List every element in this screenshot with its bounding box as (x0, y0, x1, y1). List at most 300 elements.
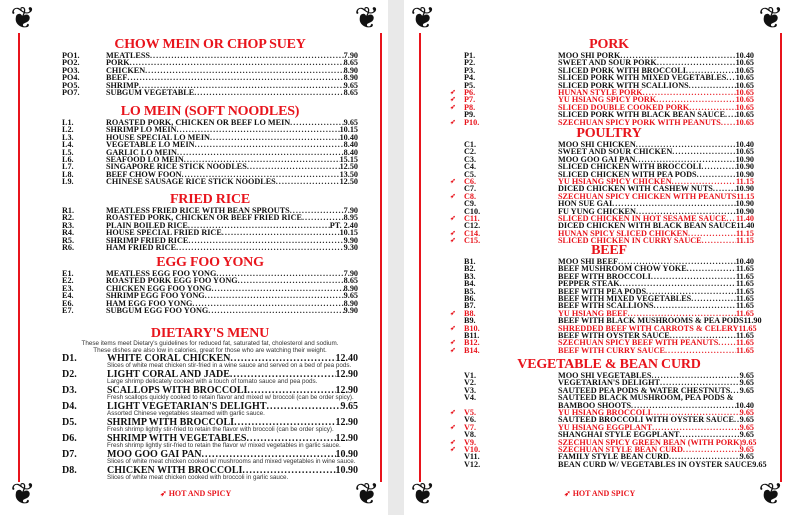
item-code: PO7. (62, 87, 80, 97)
item-code: PO3. (62, 65, 80, 75)
chinese-name (496, 67, 558, 74)
item-name: DICED CHICKEN WITH CASHEW NUTS (558, 184, 713, 194)
dot-leader (177, 149, 344, 156)
item-price: 10.90 (735, 169, 754, 179)
item-code: B12. (464, 338, 480, 348)
dot-leader (672, 148, 735, 155)
hot-pepper-icon: ➶ (450, 117, 456, 126)
dot-leader (150, 52, 344, 59)
menu-section (62, 105, 358, 186)
item-name: SHRIMP FRIED RICE (106, 235, 189, 245)
item-price: 11.65 (736, 345, 754, 355)
item-code: D5. (62, 417, 77, 428)
dot-leader (276, 178, 340, 185)
item-name: BAMBOO SHOOTS (558, 400, 632, 410)
item-name: ROASTED PORK, CHICKEN OR BEEF LO MEIN (106, 118, 291, 127)
item-price: 10.90 (735, 206, 754, 216)
hot-pepper-icon: ➶ (450, 191, 456, 200)
item-name: CHINESE SAUSAGE RICE STICK NOODLES (106, 177, 276, 187)
menu-item (62, 307, 358, 314)
menu-item (450, 345, 754, 355)
item-name: HAM FRIED RICE (106, 242, 177, 252)
item-price: 10.90 (735, 199, 754, 209)
item-price: 9.90 (343, 235, 358, 245)
menu-section (450, 37, 754, 127)
item-name: SZECHUAN SPICY CHICKEN WITH PEANUTS (558, 191, 737, 201)
item-name: SWEET AND SOUR PORK (558, 58, 657, 68)
item-code: P5. (464, 80, 476, 90)
item-name: SHRIMP EGG FOO YONG (106, 291, 205, 301)
menu-item (62, 178, 358, 185)
item-code: C3. (464, 154, 477, 164)
item-price: 11.65 (736, 301, 754, 311)
item-name: MOO SHI PORK (558, 51, 621, 60)
item-name: CHICKEN EGG FOO YONG (106, 283, 212, 293)
section-title: EGG FOO YONG (156, 255, 264, 270)
section-title: CHOW MEIN OR CHOP SUEY (114, 37, 306, 52)
item-description: Slices of white meat chicken stir-fried in a wine sauce and served on a bed of pea pods. (107, 362, 352, 369)
menu-section (62, 256, 358, 314)
dot-leader (651, 273, 736, 280)
hot-spicy-legend: ➶ HOT AND SPICY (160, 489, 232, 498)
item-price: 11.15 (736, 228, 754, 238)
item-price: 10.40 (339, 132, 358, 142)
item-name: HUNAN SPICY SLICED CHICKEN (558, 228, 689, 238)
item-code: V12. (464, 459, 481, 469)
menu-page-right (404, 0, 792, 515)
item-price: 10.40 (735, 140, 754, 149)
hot-pepper-icon: ➶ (450, 308, 456, 317)
item-code: R4. (62, 228, 75, 238)
chinese-name (496, 310, 558, 317)
item-code: V8. (464, 430, 477, 440)
item-code: E1. (62, 269, 74, 278)
item-description: Fresh shrimp lightly stir-fried to retain the flavor w/ mixed vegetables in garlic sauce. (107, 442, 341, 449)
item-code: B1. (464, 257, 476, 266)
ornament-corner-icon: ❦ (758, 2, 784, 35)
item-code: C8. (464, 191, 477, 201)
item-name: GARLIC LO MEIN (106, 147, 177, 157)
chinese-name (496, 394, 558, 401)
item-name: HUNAN STYLE PORK (558, 87, 643, 97)
item-name: BEEF WITH CURRY SAUCE (558, 345, 665, 355)
chinese-name (496, 339, 558, 346)
item-name: PEPPER STEAK (558, 279, 620, 289)
item-code: V2. (464, 378, 477, 388)
item-code: C6. (464, 176, 477, 186)
item-price: 8.95 (343, 213, 358, 223)
item-price: 10.65 (735, 147, 754, 157)
item-name: SHRIMP WITH BROCCOLI (107, 417, 235, 428)
item-name: SLICED PORK WITH SCALLIONS (558, 80, 689, 90)
chinese-name (496, 347, 558, 354)
item-price: 12.50 (339, 177, 358, 187)
item-code: C2. (464, 147, 477, 157)
menu-section (62, 193, 358, 251)
chinese-name (496, 215, 558, 222)
item-price: 11.65 (738, 323, 757, 333)
item-price: 10.65 (735, 80, 754, 90)
item-name: BEAN CURD W/ VEGETABLES IN OYSTER SAUCE (558, 459, 753, 469)
chinese-name (496, 52, 558, 59)
item-name: SLICED CHICKEN IN HOT SESAME SAUCE (558, 213, 727, 223)
item-name: SAUTEED BROCCOLI WITH OYSTER SAUCE (558, 415, 734, 425)
chinese-name (496, 387, 558, 394)
item-price: 10.65 (735, 73, 754, 83)
dietary-menu-section (62, 327, 358, 482)
item-code: PO1. (62, 51, 80, 60)
item-price: 7.90 (343, 51, 358, 60)
item-name: SCALLOPS WITH BROCCOLI (107, 385, 248, 396)
item-code: L6. (62, 154, 74, 164)
item-code: V10. (464, 444, 481, 454)
item-code: V4. (464, 393, 477, 403)
dot-leader (726, 74, 735, 81)
red-border-line (18, 33, 20, 482)
item-price: 7.90 (343, 269, 358, 278)
item-price: 10.65 (735, 95, 754, 105)
chinese-name (496, 273, 558, 280)
item-code: D4. (62, 401, 77, 412)
item-price: 13.50 (339, 169, 358, 179)
dot-leader (721, 119, 736, 126)
dot-leader (290, 119, 344, 126)
item-price: 9.65 (742, 437, 757, 447)
item-name: BEEF WITH BLACK MUSHROOMS & PEA PODS (558, 316, 744, 326)
chinese-name (496, 258, 558, 265)
hot-pepper-icon: ➶ (450, 422, 456, 431)
chinese-name (496, 439, 558, 446)
hot-pepper-icon: ➶ (450, 444, 456, 453)
item-price: 11.65 (736, 330, 754, 340)
item-price: 9.65 (739, 407, 754, 417)
item-price: 11.15 (736, 236, 754, 246)
item-name: MOO SHI CHICKEN (558, 140, 636, 149)
item-name: SZECHUAN STYLE BEAN CURD (558, 444, 683, 454)
hot-pepper-icon: ➶ (450, 323, 456, 332)
item-price: 10.90 (335, 449, 358, 460)
item-price: 10.40 (735, 257, 754, 266)
chinese-name (496, 416, 558, 423)
item-name: BEEF WITH BROCCOLI (558, 271, 651, 281)
chinese-name (496, 431, 558, 438)
item-price: 9.65 (739, 430, 754, 440)
item-description: Fresh shrimp lightly stir-fried to retain the flavor with broccoli (can be order spicy). (107, 426, 334, 433)
item-name: LIGHT CORAL AND JADE (107, 369, 230, 380)
chinese-name (496, 171, 558, 178)
dot-leader (247, 163, 340, 170)
chinese-name (496, 402, 558, 409)
item-name: BEEF MUSHROOM CHOW YOKE (558, 264, 687, 274)
item-price: 11.40 (736, 213, 754, 223)
item-name: SLICED DOUBLE COOKED PORK (558, 102, 690, 112)
item-code: R5. (62, 235, 75, 245)
ornament-corner-icon: ❦ (354, 478, 380, 511)
hot-pepper-icon: ➶ (450, 87, 456, 96)
item-name: SHREDDED BEEF WITH CARROTS & CELERY (558, 323, 739, 333)
item-code: PO5. (62, 80, 80, 90)
item-price: 11.65 (736, 338, 754, 348)
item-price: 12.90 (335, 369, 358, 380)
item-code: E4. (62, 291, 74, 301)
item-name: HOUSE SPECIAL LO MEIN (106, 132, 210, 142)
item-name: PLAIN BOILED RICE (106, 220, 188, 230)
item-name: SHRIMP (106, 80, 139, 90)
item-code: B10. (464, 323, 480, 333)
dot-leader (188, 237, 343, 244)
item-name: BEEF WITH PEA PODS (558, 286, 647, 296)
hot-pepper-icon: ➶ (450, 345, 456, 354)
dot-leader (145, 67, 344, 74)
item-name: CHICKEN WITH BROCCOLI (107, 465, 243, 476)
item-price: 10.90 (735, 162, 754, 172)
item-price: 8.40 (343, 140, 358, 150)
dot-leader (665, 347, 736, 354)
chinese-name (496, 148, 558, 155)
item-code: C15. (464, 236, 481, 246)
item-code: L9. (62, 177, 74, 187)
dot-leader (654, 302, 736, 309)
item-price: 9.65 (739, 371, 754, 380)
pepper-icon: ➶ (564, 489, 571, 498)
item-code: L2. (62, 125, 74, 135)
item-code: L5. (62, 147, 74, 157)
chinese-name (496, 222, 558, 229)
ornament-corner-icon: ❦ (10, 478, 36, 511)
menu-item (62, 89, 358, 96)
item-code: E2. (62, 276, 74, 286)
dot-leader (194, 89, 343, 96)
dot-leader (701, 163, 735, 170)
chinese-name (496, 409, 558, 416)
section-title: LO MEIN (SOFT NOODLES) (120, 104, 300, 119)
item-code: C10. (464, 206, 481, 216)
item-name: LIGHT VEGETARIAN'S DELIGHT (107, 401, 267, 412)
ornament-corner-icon: ❦ (10, 2, 36, 35)
red-border-line (780, 33, 782, 482)
section-title: POULTRY (576, 126, 642, 141)
chinese-name (496, 317, 558, 324)
ornament-corner-icon: ❦ (410, 2, 436, 35)
item-price: 15.15 (339, 154, 358, 164)
item-code: C14. (464, 228, 481, 238)
item-code: D7. (62, 449, 77, 460)
item-code: B8. (464, 308, 476, 318)
dot-leader (689, 82, 736, 89)
item-price: 12.90 (335, 417, 358, 428)
dot-leader (643, 89, 736, 96)
item-code: P7. (464, 95, 476, 105)
item-name: BEEF CHOW FOON (106, 169, 182, 179)
item-name: YU HSIANG EGGPLANT (558, 422, 653, 432)
section-title: PORK (589, 37, 629, 52)
hot-pepper-icon: ➶ (450, 102, 456, 111)
hot-spicy-legend: ➶ HOT AND SPICY (564, 489, 636, 498)
item-name: SLICED CHICKEN WITH PEA PODS (558, 169, 697, 179)
item-price: 10.15 (339, 228, 358, 238)
dot-leader (211, 285, 343, 292)
item-name: MOO SHI BEEF (558, 257, 619, 266)
item-price: 10.65 (735, 117, 754, 127)
item-name: MOO GOO GAI PAN (107, 449, 202, 460)
item-code: B2. (464, 264, 476, 274)
dietary-intro: These dishes are also low in calories, great for those who are watching their weight. (93, 347, 327, 354)
chinese-name (496, 89, 558, 96)
section-title: VEGETABLE & BEAN CURD (517, 357, 701, 372)
item-code: L7. (62, 162, 74, 172)
item-price: 9.65 (343, 291, 358, 301)
item-code: R6. (62, 242, 75, 252)
menu-item (464, 459, 767, 469)
dot-leader (697, 171, 736, 178)
dot-leader (195, 141, 344, 148)
item-code: V6. (464, 415, 477, 425)
item-code: D3. (62, 385, 77, 396)
item-code: V1. (464, 371, 477, 380)
item-name: PORK (106, 58, 130, 68)
item-code: C11. (464, 213, 480, 223)
chinese-name (496, 185, 558, 192)
item-name: BEEF (106, 73, 128, 83)
item-price: 8.65 (343, 87, 358, 97)
chinese-name (496, 96, 558, 103)
ornament-corner-icon: ❦ (758, 478, 784, 511)
item-name: SZECHUAN SPICY BEEF WITH PEANUTS (558, 338, 719, 348)
item-code: C9. (464, 199, 477, 209)
item-code: L4. (62, 140, 74, 150)
item-name: SLICED PORK WITH BROCCOLI (558, 65, 686, 75)
item-code: C4. (464, 162, 477, 172)
item-code: P6. (464, 87, 476, 97)
item-price: 11.90 (743, 316, 762, 326)
ornament-corner-icon: ❦ (410, 478, 436, 511)
item-code: V5. (464, 407, 477, 417)
item-name: SINGAPORE RICE STICK NOODLES (106, 162, 247, 172)
item-price: 11.65 (736, 293, 754, 303)
item-name: SHRIMP LO MEIN (106, 125, 177, 135)
chinese-name (496, 379, 558, 386)
chinese-name (496, 424, 558, 431)
item-name: HAM EGG FOO YONG (106, 298, 193, 308)
item-code: E6. (62, 298, 74, 308)
item-code: PO4. (62, 73, 80, 83)
item-name: SUBGUM EGG FOO YONG (106, 305, 209, 315)
item-price: 11.15 (736, 191, 755, 201)
section-title: BEEF (591, 243, 627, 258)
item-price: 8.90 (343, 65, 358, 75)
item-name: VEGETARIAN'S DELIGHT (558, 378, 660, 388)
item-code: V11. (464, 452, 480, 462)
item-code: P9. (464, 110, 476, 120)
hot-pepper-icon: ➶ (450, 236, 456, 245)
item-name: ROASTED PORK EGG FOO YONG (106, 276, 238, 286)
item-code: E7. (62, 305, 74, 315)
hot-pepper-icon: ➶ (450, 176, 456, 185)
dot-leader (205, 292, 344, 299)
item-name: YU HSIANG BROCCOLI (558, 407, 651, 417)
menu-item (450, 117, 754, 127)
item-price: 10.65 (735, 65, 754, 75)
item-name: MOO SHI VEGETABLES (558, 371, 652, 380)
item-code: B14. (464, 345, 480, 355)
item-price: 10.40 (735, 400, 754, 410)
chinese-name (496, 200, 558, 207)
chinese-name (496, 302, 558, 309)
menu-item (62, 244, 358, 251)
item-code: V3. (464, 385, 477, 395)
dot-leader (192, 300, 343, 307)
item-price: 11.65 (736, 271, 754, 281)
item-price: 10.90 (735, 184, 754, 194)
item-price: 11.65 (736, 286, 754, 296)
item-code: P4. (464, 73, 476, 83)
red-border-line (419, 33, 421, 482)
item-code: P3. (464, 65, 476, 75)
chinese-name (496, 265, 558, 272)
dot-leader (222, 229, 340, 236)
item-price: 9.65 (343, 80, 358, 90)
item-name: VEGETABLE LO MEIN (106, 140, 195, 150)
hot-pepper-icon: ➶ (450, 407, 456, 416)
item-code: C5. (464, 169, 477, 179)
item-price: 12.90 (335, 385, 358, 396)
chinese-name (496, 74, 558, 81)
item-name: SLICED CHICKEN IN CURRY SAUCE (558, 236, 702, 246)
item-price: 11.65 (736, 279, 754, 289)
section-title: DIETARY'S MENU (150, 326, 270, 341)
item-code: V7. (464, 422, 477, 432)
item-name: FAMILY STYLE BEAN CURD (558, 452, 669, 462)
item-price: 9.65 (739, 422, 754, 432)
item-name: BEEF WITH MIXED VEGETABLES (558, 293, 692, 303)
item-code: P10. (464, 117, 480, 127)
item-code: R2. (62, 213, 75, 223)
chinese-name (496, 104, 558, 111)
item-code: D2. (62, 369, 77, 380)
dot-leader (210, 134, 340, 141)
item-price: 10.90 (335, 465, 358, 476)
dot-leader (683, 446, 740, 453)
item-name: SUBGUM VEGETABLE (106, 87, 195, 97)
item-price: 8.65 (343, 276, 358, 286)
dot-leader (238, 277, 344, 284)
item-code: L1. (62, 118, 74, 127)
item-price: 7.90 (343, 206, 358, 215)
chinese-name (496, 111, 558, 118)
item-name: MEATLESS (106, 51, 150, 60)
item-name: SLICED PORK WITH MIXED VEGETABLES (558, 73, 727, 83)
item-name: HOUSE SPECIAL FRIED RICE (106, 228, 222, 238)
item-name: YU HSIANG SPICY PORK (558, 95, 657, 105)
chinese-name (496, 332, 558, 339)
item-price: 8.65 (343, 58, 358, 68)
item-name: SZECHUAN SPICY GREEN BEAN (WITH PORK) (558, 437, 743, 447)
item-code: PO2. (62, 58, 80, 68)
item-price: 8.90 (343, 298, 358, 308)
hot-pepper-icon: ➶ (450, 437, 456, 446)
item-price: 11.15 (736, 176, 754, 186)
item-code (450, 117, 496, 127)
item-price: 9.65 (343, 118, 358, 127)
item-name: FU YUNG CHICKEN (558, 206, 636, 216)
item-name: BEEF WITH OYSTER SAUCE (558, 330, 670, 340)
section-title: FRIED RICE (169, 192, 251, 207)
item-code: D8. (62, 465, 77, 476)
item-code: L8. (62, 169, 74, 179)
item-price: 10.90 (735, 154, 754, 164)
item-name: SHANGHAI STYLE EGGPLANT (558, 430, 680, 440)
item-price: 9.30 (343, 242, 358, 252)
